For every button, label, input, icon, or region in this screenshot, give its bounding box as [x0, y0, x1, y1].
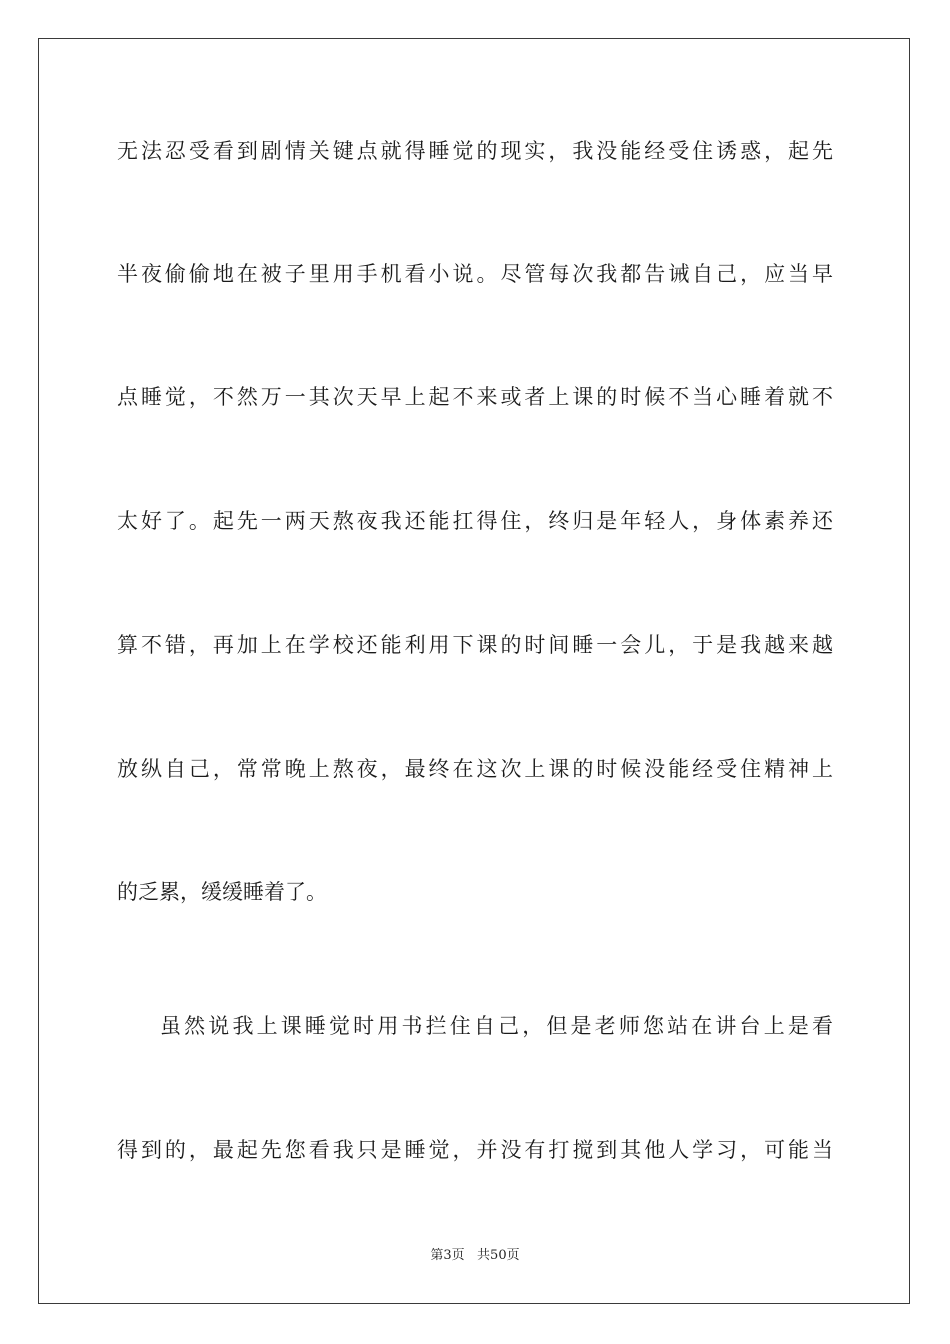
page-border [38, 38, 910, 1304]
paragraph-line: 半夜偷偷地在被子里用手机看小说。尽管每次我都告诫自己，应当早 [117, 262, 833, 286]
page-number-footer: 第3页 共50页 [430, 1248, 520, 1263]
paragraph-line: 虽然说我上课睡觉时用书拦住自己，但是老师您站在讲台上是看 [160, 1014, 833, 1038]
paragraph-line: 得到的，最起先您看我只是睡觉，并没有打搅到其他人学习，可能当 [117, 1138, 833, 1162]
paragraph-line: 太好了。起先一两天熬夜我还能扛得住，终归是年轻人，身体素养还 [117, 509, 833, 533]
paragraph-line: 无法忍受看到剧情关键点就得睡觉的现实，我没能经受住诱惑，起先 [117, 139, 833, 163]
paragraph-line: 算不错，再加上在学校还能利用下课的时间睡一会儿，于是我越来越 [117, 633, 833, 657]
paragraph-line: 点睡觉，不然万一其次天早上起不来或者上课的时候不当心睡着就不 [117, 385, 833, 409]
paragraph-line: 放纵自己，常常晚上熬夜，最终在这次上课的时候没能经受住精神上 [117, 757, 833, 781]
paragraph-line: 的乏累，缓缓睡着了。 [117, 880, 327, 904]
